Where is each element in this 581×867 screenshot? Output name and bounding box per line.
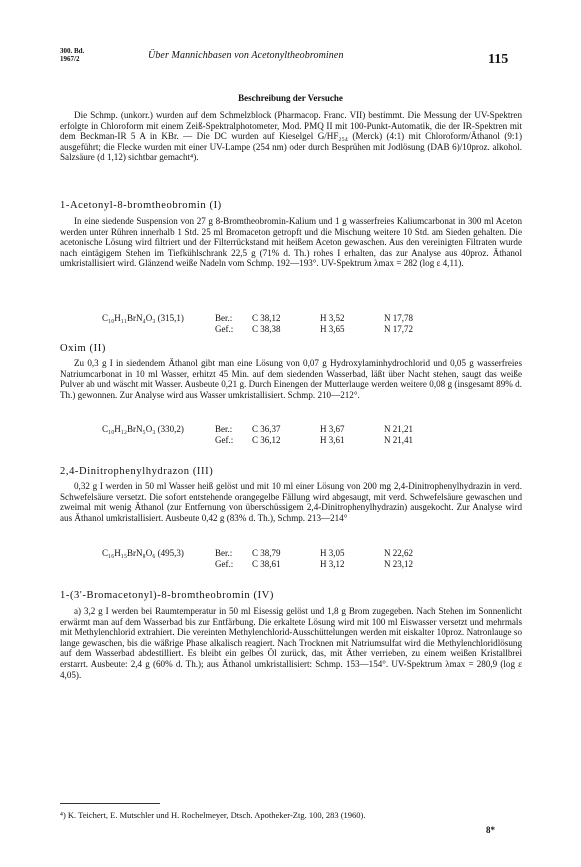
molecular-formula: C₁₆H₁₅BrN₈O₆ (495,3) — [102, 548, 184, 558]
calc-hydrogen: H 3,67 — [320, 424, 345, 434]
calc-carbon: C 36,37 — [252, 424, 281, 434]
intro-paragraph: Die Schmp. (unkorr.) wurden auf dem Schmelzblock (Pharmacop. Franc. VII) bestimmt. Die Messung der UV-Spektren erfolgte in Chloroform mit einem Zeiß-Spektralphotometer, Mod. PMQ II mit 100-Punkt-Automatik, die der IR-Spektren mit dem Beckman-IR 5 A in KBr. — Die DC wurden auf Kieselgel G/HF₂₅₄ (Merck) (4:1) mit Chloroform/Äthanol (9:1) ausgeführt; die Flecke wurden mit einer UV-Lampe (254 nm) oder durch Besprühen mit Jodlösung (DAB 6)/10proz. alkohol. Salzsäure (d 1,12) sichtbar gemacht⁴). — [60, 110, 522, 163]
footnote-divider — [60, 803, 160, 804]
volume-year: 1967/2 — [60, 55, 80, 63]
found-nitrogen: N 21,41 — [384, 435, 413, 445]
calc-hydrogen: H 3,52 — [320, 313, 345, 323]
calc-carbon: C 38,79 — [252, 548, 281, 558]
section-heading: Beschreibung der Versuche — [238, 93, 343, 103]
compound-text-3: 0,32 g I werden in 50 ml Wasser heiß gelöst und mit 10 ml einer Lösung von 200 mg 2,4-Dinitrophenylhydrazin in verd. Schwefelsäure versetzt. Die sofort entstehende orangegelbe Fällung wird abgesaugt, mit verd. Schwefelsäure gewaschen und zweimal mit wenig Äthanol (zur Entfernung von überschüssigem 2,4-Dinitrophenylhydrazin) ausgekocht. Zur Analyse wird aus Äthanol umkristallisiert. Ausbeute 0,42 g (83% d. Th.), Schmp. 213—214° — [60, 481, 522, 523]
page-number: 115 — [488, 52, 509, 67]
found-nitrogen: N 23,12 — [384, 559, 413, 569]
compound-heading-4: 1-(3'-Bromacetonyl)-8-bromtheobromin (IV) — [60, 590, 274, 601]
found-carbon: C 38,61 — [252, 559, 281, 569]
calc-nitrogen: N 21,21 — [384, 424, 413, 434]
footnote: ⁴) K. Teichert, E. Mutschler und H. Rochelmeyer, Dtsch. Apotheker-Ztg. 100, 283 (1960). — [60, 810, 366, 820]
found-label: Gef.: — [215, 435, 234, 445]
calc-carbon: C 38,12 — [252, 313, 281, 323]
compound-heading-3: 2,4-Dinitrophenylhydrazon (III) — [60, 466, 214, 477]
compound-text-2: Zu 0,3 g I in siedendem Äthanol gibt man eine Lösung von 0,07 g Hydroxylaminhydrochlorid und 0,05 g wasserfreies Natriumcarbonat in 10 ml Wasser, erhitzt 45 Min. auf dem siedenden Wasserbad, läßt über Nacht stehen, saugt das weiße Pulver ab und wäscht mit Wasser. Ausbeute 0,21 g. Durch Einengen der Mutterlauge werden weitere 0,08 g (insgesamt 89% d. Th.) gewonnen. Zur Analyse wird aus Wasser umkristallisiert. Schmp. 210—212°. — [60, 358, 522, 400]
calc-label: Ber.: — [215, 424, 233, 434]
found-hydrogen: H 3,65 — [320, 324, 345, 334]
molecular-formula: C₁₀H₁₂BrN₅O₃ (330,2) — [102, 424, 184, 434]
found-carbon: C 36,12 — [252, 435, 281, 445]
found-carbon: C 38,38 — [252, 324, 281, 334]
found-hydrogen: H 3,61 — [320, 435, 345, 445]
calc-label: Ber.: — [215, 548, 233, 558]
calc-nitrogen: N 22,62 — [384, 548, 413, 558]
found-label: Gef.: — [215, 559, 234, 569]
found-hydrogen: H 3,12 — [320, 559, 345, 569]
signature-mark: 8* — [486, 825, 495, 835]
calc-label: Ber.: — [215, 313, 233, 323]
calc-nitrogen: N 17,78 — [384, 313, 413, 323]
volume-info — [60, 47, 84, 63]
found-label: Gef.: — [215, 324, 234, 334]
compound-text-1: In eine siedende Suspension von 27 g 8-Bromtheobromin-Kalium und 1 g wasserfreies Kaliumcarbonat in 300 ml Aceton werden unter Rühren innerhalb 1 Std. 25 ml Bromaceton getropft und die Mischung weitere 10 Std. am Sieden gehalten. Die acetonische Lösung wird filtriert und der Filterrückstand mit heißem Aceton gewaschen. Aus den vereinigten Filtraten wurde nach eintägigem Stehen im Tiefkühlschrank 22,5 g (71% d. Th.) rohes I erhalten, das zur Analyse aus 40proz. Äthanol umkristallisiert wird. Glänzend weiße Nadeln vom Schmp. 192—193°. UV-Spektrum λmax = 282 (log ε 4,11). — [60, 216, 522, 269]
found-nitrogen: N 17,72 — [384, 324, 413, 334]
compound-heading-2: Oxim (II) — [60, 343, 106, 354]
calc-hydrogen: H 3,05 — [320, 548, 345, 558]
compound-text-4: a) 3,2 g I werden bei Raumtemperatur in 50 ml Eisessig gelöst und 1,8 g Brom zugegeben. Nach Stehen im Sonnenlicht erwärmt man auf dem Wasserbad bis zur Entfärbung. Die erkaltete Lösung wird mit 100 ml Eiswasser versetzt und mehrmals mit Methylenchlorid extrahiert. Die vereinten Methylenchlorid-Ausschüttelungen werden mit eiskalter 10proz. Natronlauge so lange gewaschen, bis die wäßrige Phase alkalisch reagiert. Nach Trocknen mit Natriumsulfat wird die Methylenchloridlösung auf dem Wasserbad abdestilliert. Es bleibt ein gelbes Öl zurück, das, mit Äther verrieben, zu einem weißen Kristallbrei erstarrt. Ausbeute: 2,4 g (60% d. Th.); aus Äthanol umkristallisiert: Schmp. 153—154°. UV-Spektrum λmax = 280,9 (log ε 4,05). — [60, 606, 522, 680]
compound-heading-1: 1-Acetonyl-8-bromtheobromin (I) — [60, 200, 222, 211]
molecular-formula: C₁₀H₁₁BrN₄O₃ (315,1) — [102, 313, 184, 323]
running-title: Über Mannichbasen von Acetonyltheobrominen — [148, 50, 344, 61]
volume-number: 300. Bd. — [60, 47, 85, 55]
